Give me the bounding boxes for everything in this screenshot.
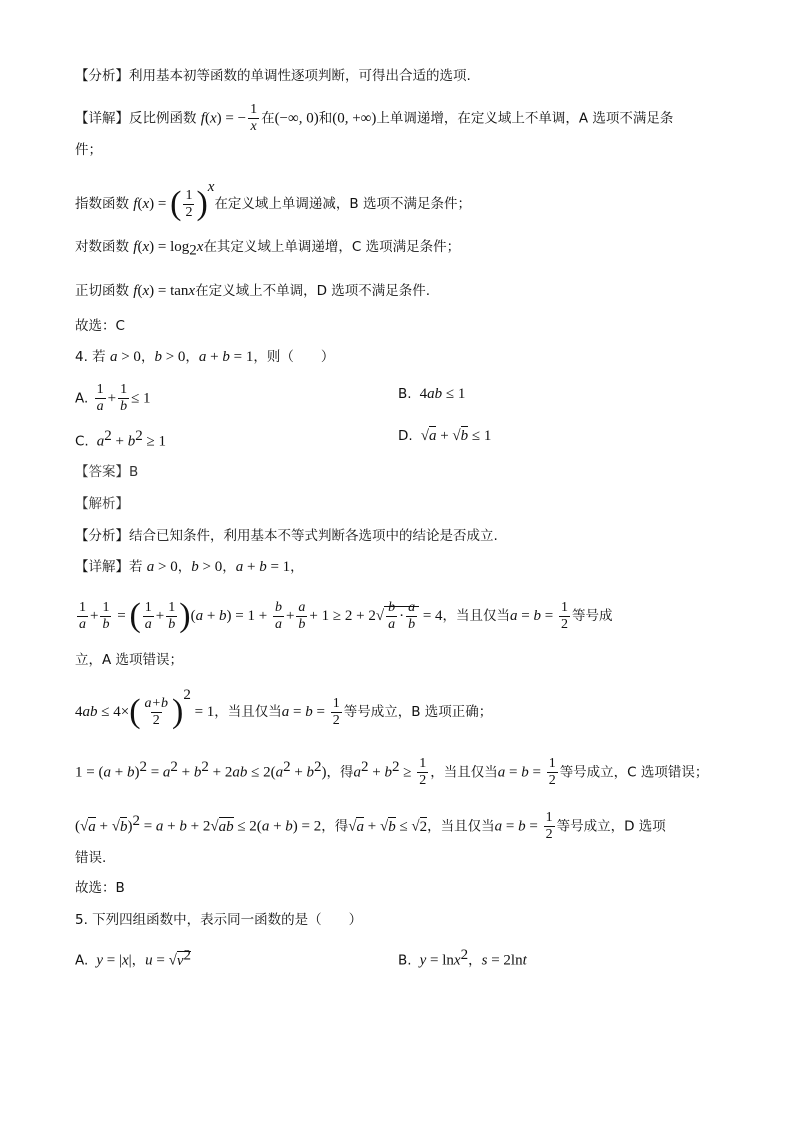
fraction-1-over-2: $\frac{1}{2}$: [185, 187, 193, 220]
derivation-d-mid: ，得: [321, 818, 349, 835]
question-5-text: 5. 下列四组函数中，表示同一函数的是（ ）: [75, 912, 363, 928]
option-row-ab: A. $\frac{1}{a}$ + $\frac{1}{b}$ ≤ 1: [75, 382, 151, 414]
derivation-a-tail2: 等号成: [571, 608, 613, 624]
answer-text: 【答案】B: [75, 464, 139, 480]
derivation-a-tail: ，当且仅当: [442, 608, 511, 624]
detail-line-1: 【详解】反比例函数 f(x) = − $\frac{1}{x}$ 在(−∞, 0)和(0, +∞)上单调递增，在定义域上不单调，A 选项不满足条: [75, 102, 674, 134]
question-4: 4. 若 a > 0，b > 0，a + b = 1，则（ ）: [75, 349, 335, 365]
detail-2-label: 【详解】若: [75, 559, 143, 575]
derivation-c: $1 = (a + b)^2 = a^2 + b^2 + 2ab \le 2(a^2 + b^2)$，得$a^2 + b^2$ ≥ $\frac{1}{2}$ ，当且仅当a = b = $\frac{1}{2}$ 等号成立，C 选项错误；: [75, 756, 709, 788]
answer-line: [75, 462, 138, 482]
analysis-line-1: [75, 66, 471, 86]
exp-text: 在定义域上单调递减，B 选项不满足条件；: [214, 196, 471, 212]
text-zai: 在: [261, 110, 275, 127]
choose-c: [75, 316, 125, 336]
analysis-text: 【分析】利用基本初等函数的单调性逐项判断，可得出合适的选项.: [75, 68, 471, 84]
log-line: 对数函数 $f(x) = \log_2x$在其定义域上单调递增，C 选项满足条件；: [75, 239, 461, 259]
detail-label: 【详解】反比例函数: [75, 110, 197, 127]
derivation-a-cont: [75, 650, 183, 670]
fraction-1-over-x: $\frac{1}{x}$: [250, 102, 258, 134]
derivation-c-tail: ，当且仅当: [430, 764, 498, 781]
choose-b: [75, 878, 125, 898]
derivation-c-mid: ，得: [326, 764, 354, 781]
option-b: B. 4ab ≤ 1: [398, 386, 466, 402]
jiexi-line: [75, 494, 129, 514]
option-c: C. $a^2 + b^2 \ge 1$: [75, 428, 166, 450]
detail-text-cont: 件；: [75, 142, 102, 158]
derivation-d-cont: [75, 848, 106, 868]
exp-label: 指数函数: [75, 196, 129, 212]
q5-option-a: A. y = |x|，$u = √v^2$: [75, 947, 192, 969]
choose-b-text: 故选：B: [75, 880, 125, 896]
detail-line-1b: [75, 140, 102, 160]
log-label: 对数函数: [75, 239, 129, 255]
derivation-a: $\frac{1}{a}$ + $\frac{1}{b}$ = ( $\frac{1}{a}$ + $\frac{1}{b}$ )(a + b) = 1 + $\frac{b}{a}$ + $\frac{a}{b}$ + 1 ≥ 2 + 2√ $\frac{b}{a}$ · $\frac{a}{b}$ = 4，当且仅当a = b = $\frac{1}{2}$ 等号成: [79, 597, 613, 634]
q5-option-b: B. y = lnx$^2$，s = 2lnt: [398, 947, 527, 969]
derivation-b-tail2: 等号成立，B 选项正确；: [343, 704, 493, 720]
choose-c-text: 故选：C: [75, 318, 125, 334]
derivation-a-cont-text: 立，A 选项错误；: [75, 652, 184, 668]
option-a-label: A.: [75, 390, 89, 407]
option-b-label: B.: [398, 386, 412, 402]
question-4-label: 4. 若: [75, 349, 106, 365]
q5-option-b-label: B.: [398, 952, 412, 969]
derivation-b-tail: ，当且仅当: [214, 704, 282, 720]
option-d: D. √a + √b ≤ 1: [398, 428, 492, 444]
derivation-b: 4ab ≤ 4×( $\frac{a+b}{2}$ )$^2$ = 1，当且仅当a = b = $\frac{1}{2}$ 等号成立，B 选项正确；: [75, 686, 493, 730]
log-text: 在其定义域上单调递增，C 选项满足条件；: [203, 239, 461, 255]
option-c-label: C.: [75, 433, 89, 450]
analysis-line-2: [75, 526, 498, 546]
text-he: 和: [318, 110, 333, 127]
question-4-tail: ，则（ ）: [253, 349, 335, 365]
analysis-2-text: 【分析】结合已知条件，利用基本不等式判断各选项中的结论是否成立.: [75, 528, 498, 544]
derivation-d-cont-text: 错误.: [75, 850, 107, 866]
derivation-d-tail: ，当且仅当: [427, 818, 495, 835]
option-d-label: D.: [398, 428, 413, 444]
question-5: [75, 910, 362, 930]
derivation-c-tail2: 等号成立，C 选项错误；: [559, 764, 709, 781]
tan-label: 正切函数: [75, 283, 129, 299]
detail-line-2: 【详解】若 a > 0，b > 0，a + b = 1，: [75, 559, 304, 575]
tan-text: 在定义域上不单调，D 选项不满足条件.: [195, 283, 431, 299]
exp-line: 指数函数 f(x) = ( $\frac{1}{2}$ )$^x$在定义域上单调递减，B 选项不满足条件；: [75, 178, 471, 222]
jiexi-text: 【解析】: [75, 496, 129, 512]
tan-line: 正切函数 f(x) = tanx在定义域上不单调，D 选项不满足条件.: [75, 283, 431, 299]
derivation-d: $(√a + √b)^2 = a + b + 2√ab \le 2(a + b) = 2$，得√a + √b ≤ √2，当且仅当a = b = $\frac{1}{2}$ 等号成立，D 选项: [75, 810, 666, 842]
q5-option-a-label: A.: [75, 952, 89, 969]
derivation-d-tail2: 等号成立，D 选项: [556, 818, 666, 835]
detail-text-1: 上单调递增，在定义域上不单调，A 选项不满足条: [376, 110, 674, 127]
